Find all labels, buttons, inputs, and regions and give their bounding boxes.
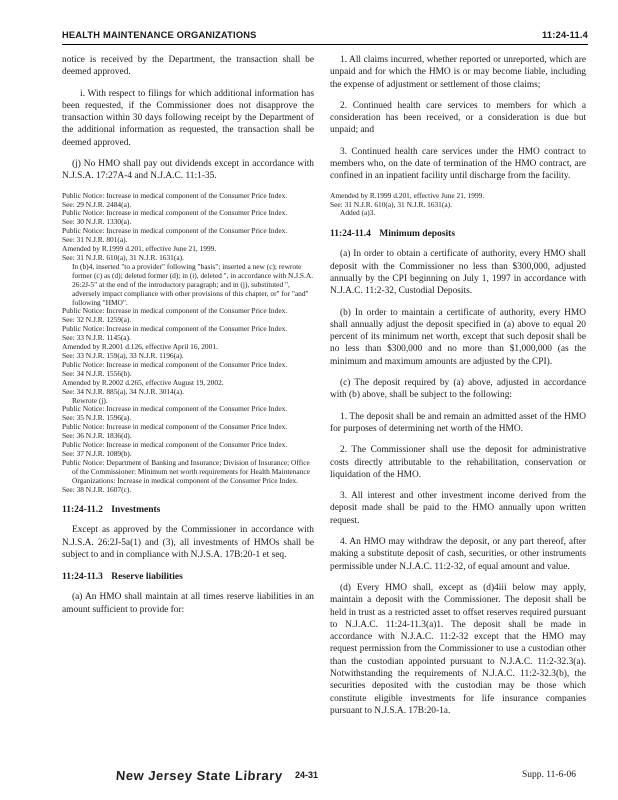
- history-note: Rewrote (j).: [72, 395, 108, 405]
- history-note: Public Notice: Increase in medical component of the Consumer Price Index.: [62, 404, 288, 414]
- history-note: Public Notice: Increase in medical component of the Consumer Price Index.: [62, 208, 288, 218]
- library-stamp: New Jersey State Library: [115, 768, 284, 783]
- history-note: Public Notice: Increase in medical component of the Consumer Price Index.: [62, 422, 288, 432]
- history-note: See: 38 N.J.R. 1607(c).: [62, 484, 132, 494]
- reserve-paragraph: (a) An HMO shall maintain at all times reserve liabilities in an amount sufficient to provide for:: [62, 592, 314, 615]
- supplement-date: Supp. 11-6-06: [522, 770, 577, 780]
- right-item-2: 2. Continued health care services to members for which a consideration has been received, or a consideration is due but unpaid; and: [330, 100, 586, 136]
- history-note: Amended by R.2001 d.126, effective April 16, 2001.: [62, 342, 218, 352]
- section-number: 11:24-11.2: [62, 505, 103, 516]
- history-note: See: 33 N.J.R. 1145(a).: [62, 333, 131, 343]
- section-title: Reserve liabilities: [111, 572, 183, 583]
- deposit-c2: 2. The Commissioner shall use the deposit for administrative costs directly attributable to the rehabilitation, conservation or liquidation of the HMO.: [330, 445, 586, 480]
- investments-paragraph: Except as approved by the Commissioner in accordance with N.J.S.A. 26:2J-5a(1) and (3), all investments of HMOs shall be subject to and in compliance with N.J.S.A. 17B:20-1 et seq.: [62, 525, 314, 561]
- history-note: Public Notice: Increase in medical component of the Consumer Price Index.: [62, 190, 288, 200]
- left-history-notes: [62, 192, 314, 495]
- right-item-1: 1. All claims incurred, whether reported or unreported, which are unpaid and for which the HMO is or may become liable, including the expense of adjustment or settlement of those claims;: [330, 55, 586, 90]
- left-p3: (j) No HMO shall pay out dividends except in accordance with N.J.S.A. 17:27A-4 and N.J.A.C. 11:1-35.: [62, 159, 314, 182]
- history-note: See: 34 N.J.R. 885(a), 34 N.J.R. 3014(a).: [62, 386, 184, 396]
- history-note: Amended by R.2002 d.265, effective August 19, 2002.: [62, 377, 224, 387]
- section-heading-11-24-11-3: [62, 571, 314, 583]
- section-title: Investments: [111, 505, 161, 516]
- running-header: [62, 28, 588, 45]
- deposit-c: (c) The deposit required by (a) above, adjusted in accordance with (b) above, shall be subject to the following:: [330, 378, 586, 401]
- deposit-a: (a) In order to obtain a certificate of authority, every HMO shall deposit with the Commissioner no less than $300,000, adjusted annually by the CPI beginning on July 1, 1997 in accordance with N.J.A.C. 11:2-32, Custodial Deposits.: [330, 249, 586, 297]
- history-note: See: 32 N.J.R. 1259(a).: [62, 315, 132, 325]
- page-number: 24-31: [295, 770, 319, 780]
- history-note: See: 33 N.J.R. 159(a), 33 N.J.R. 1196(a).: [62, 350, 184, 360]
- history-note: See: 35 N.J.R. 1596(a).: [62, 413, 132, 423]
- left-p1: notice is received by the Department, the transaction shall be deemed approved.: [62, 55, 314, 78]
- section-title: Minimum deposits: [379, 229, 456, 240]
- deposit-c1: 1. The deposit shall be and remain an admitted asset of the HMO for purposes of determining net worth of the HMO.: [330, 411, 586, 434]
- page-footer: [0, 768, 618, 788]
- history-note: Public Notice: Increase in medical component of the Consumer Price Index.: [62, 440, 288, 450]
- header-section: 11:24-11.4: [542, 30, 588, 40]
- right-item-3: 3. Continued health care services under the HMO contract to members who, on the date of termination of the HMO contract, are confined in an inpatient facility until discharge from the facility.: [330, 146, 586, 182]
- header-title: HEALTH MAINTENANCE ORGANIZATIONS: [62, 30, 257, 40]
- section-number: 11:24-11.3: [62, 572, 103, 583]
- deposit-b: (b) In order to maintain a certificate of authority, every HMO shall annually adjust the deposit specified in (a) above to equal 20 percent of its minimum net worth, except that such deposit shall be no less than $300,000 and no more than $1,000,000 (as the minimum and maximum amounts are adjusted by the CPI).: [330, 307, 586, 367]
- history-note: See: 30 N.J.R. 1330(a).: [62, 217, 132, 227]
- section-number: 11:24-11.4: [330, 229, 371, 240]
- history-note: See: 36 N.J.R. 1836(d).: [62, 431, 132, 441]
- deposit-c3: 3. All interest and other investment income derived from the deposit made shall be paid to the HMO annually upon written request.: [330, 491, 586, 526]
- history-note: See: 31 N.J.R. 610(a), 31 N.J.R. 1631(a).: [330, 199, 452, 209]
- section-heading-11-24-11-4: [330, 228, 586, 240]
- history-note: See: 34 N.J.R. 1556(b).: [62, 368, 132, 378]
- right-column: [330, 54, 586, 726]
- deposit-d: (d) Every HMO shall, except as (d)4iii below may apply, maintain a deposit with the Commissioner. The deposit shall be held in trust as a restricted asset to offset reserves required pursuant to N.J.A.C. 11:24-11.3(a)1. The deposit shall be made in accordance with N.J.A.C. 11:2-32 except that the HMO may request permission from the Commissioner to use a custodian other than the custodian appointed pursuant to N.J.A.C. 11:2-32.3(a). Notwithstanding the requirements of N.J.A.C. 11:2-32.3(b), the securities deposited with the custodian may be those which constitute eligible investments for life insurance companies pursuant to N.J.S.A. 17B:20-1a.: [330, 582, 586, 716]
- history-note: Public Notice: Increase in medical component of the Consumer Price Index.: [62, 306, 288, 316]
- left-p2: i. With respect to filings for which additional information has been requested, if the Commissioner does not disapprove the transaction within 30 days following receipt by the Department of the additional information as requested, the transaction shall be deemed approved.: [62, 88, 314, 148]
- right-history-notes: [330, 192, 586, 219]
- history-note: See: 31 N.J.R. 610(a), 31 N.J.R. 1631(a).: [62, 253, 184, 263]
- history-note: Amended by R.1999 d.201, effective June 21, 1999.: [330, 190, 485, 200]
- history-note: Public Notice: Increase in medical component of the Consumer Price Index.: [62, 324, 288, 334]
- history-note: See: 37 N.J.R. 1089(b).: [62, 448, 132, 458]
- history-note: Public Notice: Increase in medical component of the Consumer Price Index.: [62, 226, 288, 236]
- history-note: Amended by R.1999 d.201, effective June 21, 1999.: [62, 244, 217, 254]
- section-heading-11-24-11-2: [62, 504, 314, 516]
- history-note: See: 31 N.J.R. 801(a).: [62, 235, 128, 245]
- left-column: [62, 54, 314, 625]
- history-note: Added (a)3.: [340, 208, 376, 218]
- history-note: In (b)4, inserted "to a provider" following "basis"; inserted a new (c); rewrote former (c) as (d); deleted former (d); in (i), deleted ", in accordance with N.J.S.A. 26:2J-5" at the end of the introductory paragraph; and in (j), substituted ", adversely impact compliance with other provisions of this chapter, or" for "and" following "HMO".: [72, 261, 314, 307]
- history-note: Public Notice: Department of Banking and Insurance; Division of Insurance; Office of the Commissioner: Minimum net worth requirements for Health Maintenance Organizations: Increase in medical component of the Consumer Price Index.: [62, 457, 310, 485]
- history-note: Public Notice: Increase in medical component of the Consumer Price Index.: [62, 359, 288, 369]
- history-note: See: 29 N.J.R. 2484(a).: [62, 199, 132, 209]
- deposit-c4: 4. An HMO may withdraw the deposit, or any part thereof, after making a substitute deposit of cash, securities, or other instruments permissible under N.J.A.C. 11:2-32, of equal amount and value.: [330, 537, 586, 572]
